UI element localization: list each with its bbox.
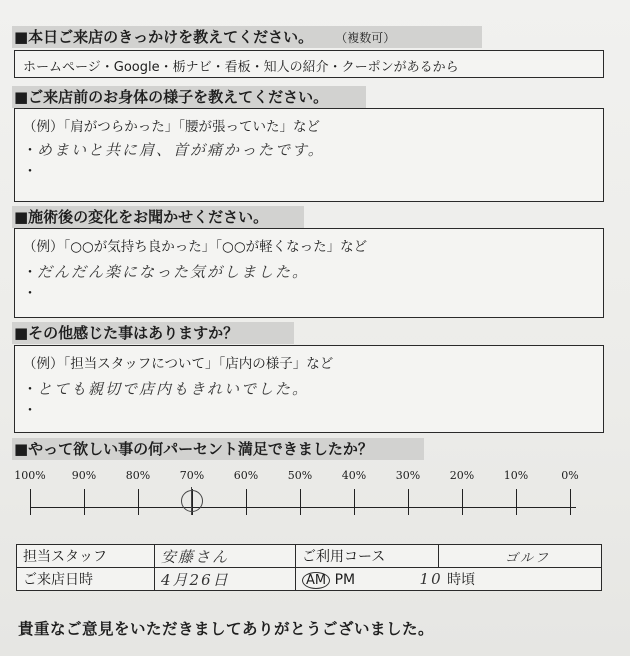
course-value-text: ゴルフ: [505, 550, 551, 566]
q1-options-box: [14, 50, 604, 78]
q4-line-1: [15, 378, 603, 400]
scale-label: 0%: [561, 469, 579, 482]
scale-label: 30%: [395, 469, 421, 482]
satisfaction-scale-labels: [14, 469, 592, 483]
q4-line-2: [15, 400, 603, 422]
scale-tick: [408, 489, 409, 515]
staff-value: [155, 545, 296, 568]
q4-heading: ■その他感じた事はありますか？: [12, 322, 294, 344]
scale-label: 50%: [287, 469, 313, 482]
q1-options: ホームページ・Google・栃ナビ・看板・知人の紹介・クーポンがあるから: [23, 60, 459, 75]
scale-tick: [84, 489, 85, 515]
closing-message: 貴重なご意見をいただきましてありがとうございました。: [18, 620, 435, 638]
q4-answer-1: とても親切で店内もきれいでした。: [37, 380, 310, 398]
scale-tick: [246, 489, 247, 515]
q3-heading: ■施術後の変化をお聞かせください。: [12, 206, 304, 228]
satisfaction-scale-line: [30, 507, 576, 508]
q2-line-2: [15, 161, 603, 183]
scale-label: 80%: [125, 469, 151, 482]
course-value: [439, 545, 602, 568]
q1-note: （複数可）: [341, 31, 396, 45]
q2-example: （例）「肩がつらかった」「腰が張っていた」など: [23, 119, 320, 135]
date-label: ご来店日時: [17, 568, 155, 591]
scale-label: 70%: [179, 469, 205, 482]
scale-tick: [516, 489, 517, 515]
scale-label: 60%: [233, 469, 259, 482]
q4-bullet-1: ・: [23, 382, 37, 398]
scale-label: 90%: [71, 469, 97, 482]
scale-tick: [354, 489, 355, 515]
q3-bullet-2: ・: [23, 286, 37, 302]
q2-line-1: [15, 139, 603, 161]
time-cell: [296, 568, 602, 591]
visit-info-row-2: [17, 568, 602, 591]
scale-tick: [30, 489, 31, 515]
q5-heading: ■やって欲しい事の何パーセント満足できましたか？: [12, 438, 424, 460]
q2-answer-1: めまいと共に肩、首が痛かったです。: [37, 141, 325, 159]
q3-bullet-1: ・: [23, 265, 37, 281]
scale-label: 20%: [449, 469, 475, 482]
scale-tick: [570, 489, 571, 515]
staff-value-text: 安藤さん: [161, 547, 230, 566]
date-value-text: 4月26日: [161, 570, 230, 589]
course-label: ご利用コース: [296, 545, 439, 568]
scale-label: 100%: [14, 469, 46, 482]
q4-example: （例）「担当スタッフについて」「店内の様子」など: [23, 356, 334, 372]
date-value: [155, 568, 296, 591]
q2-heading: ■ご来店前のお身体の様子を教えてください。: [12, 86, 366, 108]
scale-label: 40%: [341, 469, 367, 482]
staff-label: 担当スタッフ: [17, 545, 155, 568]
scale-tick: [300, 489, 301, 515]
visit-info-table: [16, 544, 602, 591]
q2-bullet-2: ・: [23, 164, 37, 180]
q3-line-2: [15, 283, 603, 305]
q2-bullet-1: ・: [23, 143, 37, 159]
q2-answer-box: [14, 108, 604, 202]
q3-answer-box: [14, 228, 604, 318]
time-suffix: 時頃: [447, 572, 476, 588]
q3-answer-1: だんだん楽になった気がしました。: [37, 263, 310, 281]
q3-line-1: [15, 261, 603, 283]
q1-heading: [12, 26, 482, 48]
q3-example: （例）「○○が気持ち良かった」「○○が軽くなった」など: [23, 239, 368, 255]
visit-info-row-1: [17, 545, 602, 568]
satisfaction-mark: [181, 490, 203, 512]
q4-bullet-2: ・: [23, 403, 37, 419]
scale-label: 10%: [503, 469, 529, 482]
pm-option: PM: [334, 572, 356, 588]
time-value: 10: [419, 570, 443, 588]
scale-tick: [462, 489, 463, 515]
q1-heading-text: ■本日ご来店のきっかけを教えてください。: [14, 28, 314, 46]
scale-tick: [138, 489, 139, 515]
am-selected: AM: [302, 572, 330, 589]
q4-answer-box: [14, 345, 604, 433]
